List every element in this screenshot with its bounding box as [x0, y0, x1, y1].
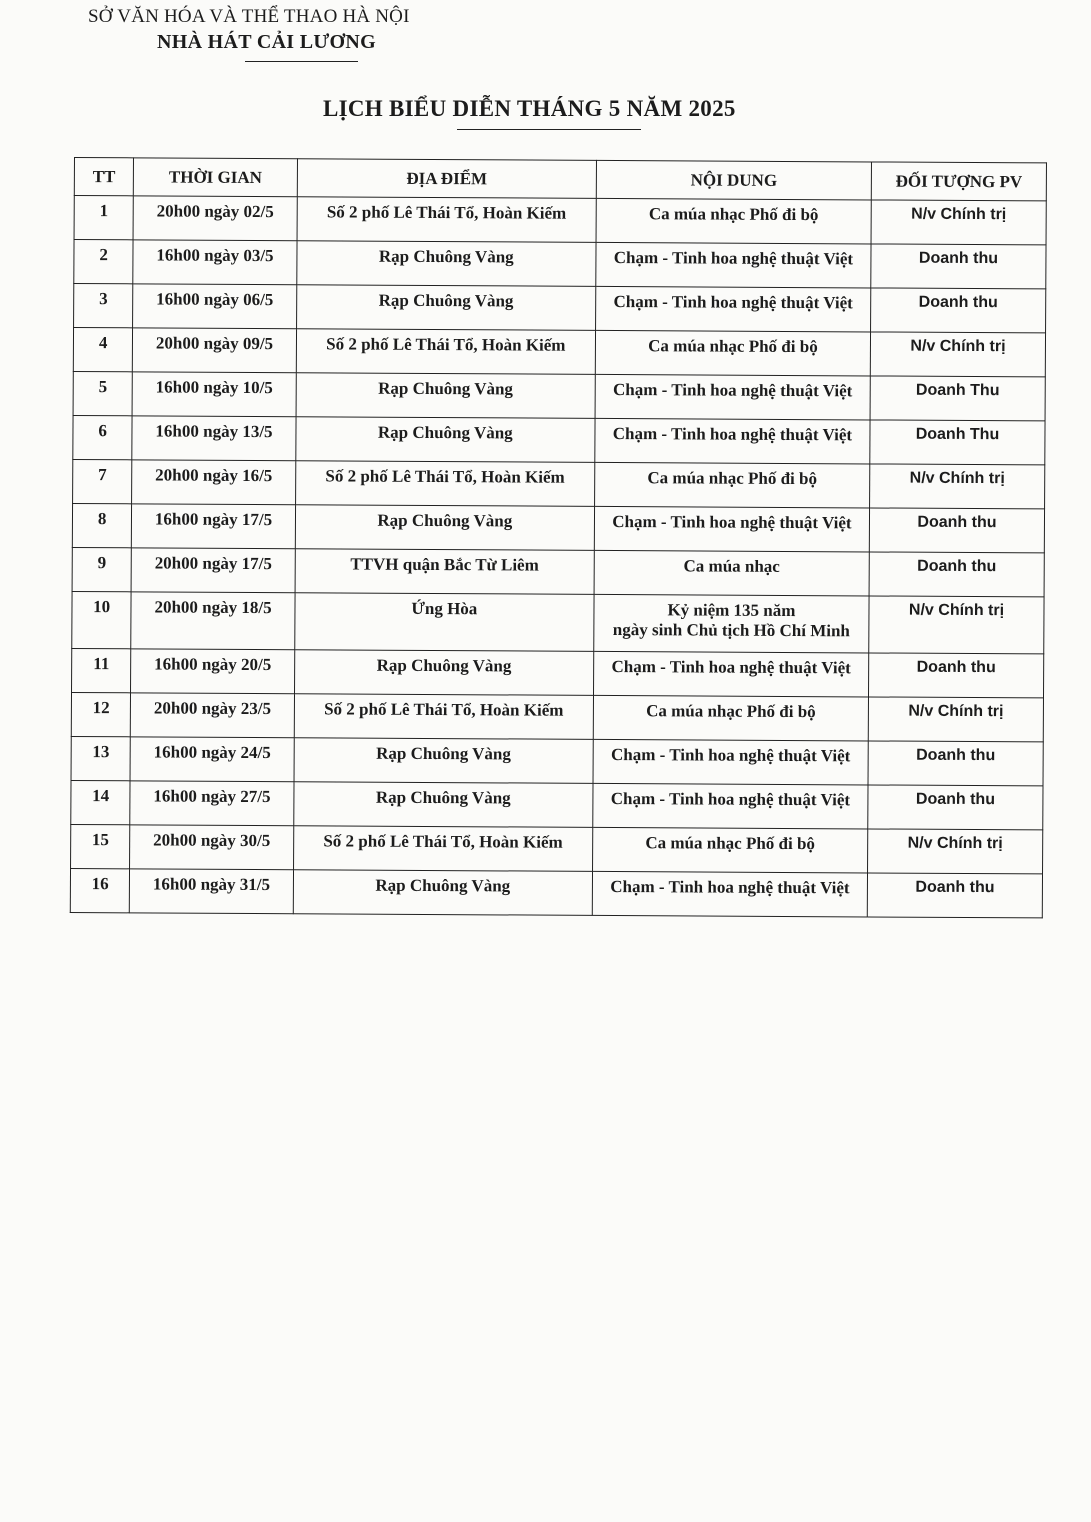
row-content: Ca múa nhạc Phố đi bộ [595, 330, 870, 376]
table-row [72, 591, 1044, 653]
table-row [71, 824, 1043, 873]
column-header-place: ĐỊA ĐIỂM [297, 159, 596, 199]
row-target: N/v Chính trị [868, 697, 1043, 742]
header-divider [245, 61, 358, 62]
row-place: Rạp Chuông Vàng [293, 870, 592, 916]
row-content: Chạm - Tinh hoa nghệ thuật Việt [595, 286, 870, 332]
table-row [72, 547, 1044, 596]
row-target: Doanh thu [869, 653, 1044, 698]
row-content: Ca múa nhạc Phố đi bộ [592, 827, 867, 873]
table-row [74, 240, 1046, 289]
theatre-name: NHÀ HÁT CẢI LƯƠNG [157, 31, 377, 53]
row-content: Ca múa nhạc Phố đi bộ [594, 462, 869, 508]
row-target: Doanh thu [867, 873, 1042, 918]
row-target: N/v Chính trị [870, 332, 1045, 377]
row-place: Số 2 phố Lê Thái Tổ, Hoàn Kiếm [296, 329, 595, 375]
table-row [70, 868, 1042, 917]
table-row [73, 328, 1045, 377]
row-target: Doanh thu [869, 552, 1044, 597]
row-time: 16h00 ngày 17/5 [132, 504, 296, 549]
row-number: 9 [72, 547, 132, 591]
row-number: 15 [71, 824, 131, 868]
table-row [71, 692, 1043, 741]
row-time: 16h00 ngày 31/5 [130, 869, 294, 914]
row-content [594, 594, 869, 653]
column-header-target: ĐỐI TƯỢNG PV [871, 162, 1046, 201]
row-place: Số 2 phố Lê Thái Tổ, Hoàn Kiếm [293, 826, 592, 872]
row-time: 20h00 ngày 30/5 [130, 825, 294, 870]
row-content: Ca múa nhạc Phố đi bộ [593, 695, 868, 741]
row-target: Doanh thu [868, 741, 1043, 786]
row-time: 20h00 ngày 17/5 [131, 548, 295, 593]
row-content: Chạm - Tinh hoa nghệ thuật Việt [593, 651, 868, 697]
row-number: 11 [72, 648, 132, 692]
row-content-line-1: Kỷ niệm 135 năm [667, 600, 796, 621]
row-time: 16h00 ngày 20/5 [131, 649, 295, 694]
row-time: 20h00 ngày 09/5 [133, 328, 297, 373]
row-place: Rạp Chuông Vàng [296, 417, 595, 463]
row-number: 5 [73, 371, 133, 415]
table-row [71, 736, 1043, 785]
row-content: Ca múa nhạc Phố đi bộ [596, 198, 871, 244]
row-number: 10 [72, 591, 132, 648]
row-content-line-2: ngày sinh Chủ tịch Hồ Chí Minh [612, 620, 850, 641]
row-place: Rạp Chuông Vàng [294, 782, 593, 828]
row-number: 1 [74, 196, 134, 240]
row-number: 2 [74, 240, 134, 284]
table-row [73, 371, 1045, 420]
row-target: N/v Chính trị [871, 200, 1046, 245]
row-number: 13 [71, 736, 131, 780]
row-time: 16h00 ngày 03/5 [133, 240, 297, 285]
title-underline [457, 129, 641, 130]
row-time: 20h00 ngày 02/5 [133, 196, 297, 241]
row-target: N/v Chính trị [868, 829, 1043, 874]
row-place: TTVH quận Bắc Từ Liêm [295, 549, 594, 595]
row-content: Chạm - Tinh hoa nghệ thuật Việt [593, 783, 868, 829]
column-header-content: NỘI DUNG [596, 160, 871, 200]
row-number: 4 [73, 328, 133, 372]
table-row [73, 459, 1045, 508]
row-content: Chạm - Tinh hoa nghệ thuật Việt [595, 374, 870, 420]
row-number: 8 [72, 503, 132, 547]
row-target: N/v Chính trị [870, 464, 1045, 509]
table-row [71, 780, 1043, 829]
table-row [72, 648, 1044, 697]
row-place: Rạp Chuông Vàng [296, 285, 595, 331]
row-target: Doanh thu [868, 785, 1043, 830]
row-content: Chạm - Tinh hoa nghệ thuật Việt [593, 739, 868, 785]
row-place: Số 2 phố Lê Thái Tổ, Hoàn Kiếm [294, 694, 593, 740]
column-header-time: THỜI GIAN [134, 158, 298, 197]
row-target: Doanh thu [871, 244, 1046, 289]
row-content: Chạm - Tinh hoa nghệ thuật Việt [596, 242, 871, 288]
row-content: Ca múa nhạc [594, 550, 869, 596]
row-place: Số 2 phố Lê Thái Tổ, Hoàn Kiếm [297, 197, 596, 243]
row-number: 3 [74, 284, 134, 328]
row-time: 20h00 ngày 18/5 [131, 592, 295, 650]
row-time: 16h00 ngày 27/5 [130, 781, 294, 826]
row-number: 12 [71, 692, 131, 736]
row-target: N/v Chính trị [869, 596, 1044, 654]
document-title: LỊCH BIỂU DIỄN THÁNG 5 NĂM 2025 [323, 96, 736, 121]
row-number: 14 [71, 780, 131, 824]
column-header-tt: TT [74, 158, 134, 196]
table-row [73, 415, 1045, 464]
row-place: Rạp Chuông Vàng [297, 241, 596, 287]
row-time: 16h00 ngày 10/5 [132, 372, 296, 417]
department-name: SỞ VĂN HÓA VÀ THỂ THAO HÀ NỘI [88, 6, 410, 27]
row-time: 20h00 ngày 23/5 [131, 693, 295, 738]
row-place: Rạp Chuông Vàng [295, 505, 594, 551]
row-place: Rạp Chuông Vàng [296, 373, 595, 419]
row-time: 16h00 ngày 06/5 [133, 284, 297, 329]
row-place: Rạp Chuông Vàng [294, 738, 593, 784]
table-row [74, 196, 1046, 245]
row-number: 7 [73, 459, 133, 503]
table-row [72, 503, 1044, 552]
row-number: 16 [70, 868, 130, 912]
row-target: Doanh Thu [870, 420, 1045, 465]
row-target: Doanh Thu [870, 376, 1045, 421]
row-place: Ứng Hòa [295, 593, 594, 652]
row-content: Chạm - Tinh hoa nghệ thuật Việt [594, 506, 869, 552]
row-target: Doanh thu [869, 508, 1044, 553]
row-place: Số 2 phố Lê Thái Tổ, Hoàn Kiếm [295, 461, 594, 507]
row-time: 16h00 ngày 13/5 [132, 416, 296, 461]
row-number: 6 [73, 415, 133, 459]
table-header-row [74, 158, 1046, 201]
row-time: 16h00 ngày 24/5 [130, 737, 294, 782]
row-target: Doanh thu [871, 288, 1046, 333]
table-row [74, 284, 1046, 333]
row-content: Chạm - Tinh hoa nghệ thuật Việt [592, 871, 867, 917]
performance-schedule-table [70, 157, 1047, 918]
row-time: 20h00 ngày 16/5 [132, 460, 296, 505]
row-place: Rạp Chuông Vàng [294, 650, 593, 696]
row-content: Chạm - Tinh hoa nghệ thuật Việt [595, 418, 870, 464]
